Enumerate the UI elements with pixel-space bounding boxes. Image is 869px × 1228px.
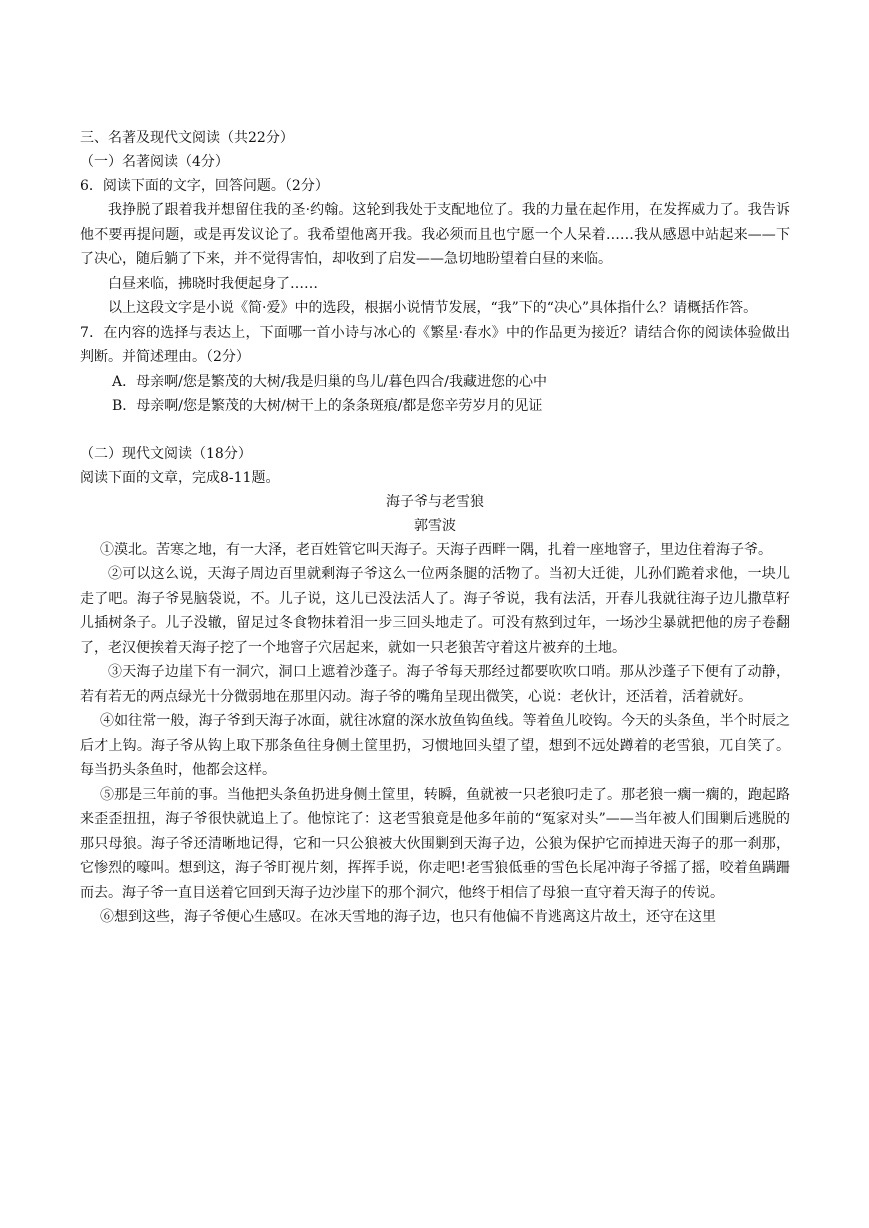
part2-heading: （二）现代文阅读（18分） xyxy=(80,445,252,462)
spacer xyxy=(80,418,790,442)
exam-page xyxy=(80,126,790,930)
q6-passage-paragraph-2: 白昼来临，拂晓时我便起身了…… xyxy=(108,275,318,292)
article-paragraph: ④如往常一般，海子爷到天海子冰面，就往冰窟的深水放鱼钩鱼线。等着鱼儿咬钩。今天的头条鱼，半个时辰之后才上钩。海子爷从钩上取下那条鱼往身侧土筐里扔，习惯地回头望了望，想到不远处蹲着的老雪狼，兀自笑了。每当扔头条鱼时，他都会这样。 xyxy=(80,713,790,778)
article-paragraph: ⑥想到这些，海子爷便心生感叹。在冰天雪地的海子边，也只有他偏不肯逃离这片故土，还守在这里 xyxy=(100,909,716,925)
q7-option-b: B．母亲啊/您是繁茂的大树/树干上的条条斑痕/都是您辛劳岁月的见证 xyxy=(112,397,543,414)
section-heading: 三、名著及现代文阅读（共22分） xyxy=(80,130,294,146)
q6-passage-paragraph-1: 我挣脱了跟着我并想留住我的圣·约翰。这轮到我处于支配地位了。我的力量在起作用，在发挥威力了。我告诉他不要再提问题，或是再发议论了。我希望他离开我。我必须而且也宁愿一个人呆着……我从感恩中站起来——下了决心，随后躺了下来，并不觉得害怕，却收到了启发——急切地盼望着白昼的来临。 xyxy=(80,202,790,267)
article-paragraph: ③天海子边崖下有一洞穴，洞口上遮着沙蓬子。海子爷每天那经过都要吹吹口哨。那从沙蓬子下便有了动静，若有若无的两点绿光十分微弱地在那里闪动。海子爷的嘴角呈现出微笑，心说：老伙计，还活着，活着就好。 xyxy=(80,664,790,705)
reading-instruction: 阅读下面的文章，完成8-11题。 xyxy=(80,469,280,486)
article-author: 郭雪波 xyxy=(414,517,456,534)
question-7-stem: 7．在内容的选择与表达上，下面哪一首小诗与冰心的《繁星·春水》中的作品更为接近？请结合你的阅读体验做出判断。并简述理由。（2分） xyxy=(80,324,790,365)
article-paragraph: ②可以这么说，天海子周边百里就剩海子爷这么一位两条腿的活物了。当初大迁徙，儿孙们跪着求他，一块儿走了吧。海子爷晃脑袋说，不。儿子说，这儿已没法活人了。海子爷说，我有法活，开春儿我就往海子边儿撒草籽儿插树条子。儿子没辙，留足过冬食物抹着泪一步三回头地走了。可没有熬到过年，一场沙尘暴就把他的房子卷翻了，老汉便挨着天海子挖了一个地窨子穴居起来，就如一只老狼苦守着这片被弃的土地。 xyxy=(80,566,790,656)
article-paragraph: ①漠北。苦寒之地，有一大泽，老百姓管它叫天海子。天海子西畔一隅，扎着一座地窨子，里边住着海子爷。 xyxy=(100,541,772,558)
q6-question: 以上这段文字是小说《简·爱》中的选段，根据小说情节发展，“我”下的“决心”具体指什么？请概括作答。 xyxy=(108,300,758,316)
q7-option-a: A．母亲啊/您是繁茂的大树/我是归巢的鸟儿/暮色四合/我藏进您的心中 xyxy=(112,373,547,390)
article-title: 海子爷与老雪狼 xyxy=(386,493,484,510)
question-6-stem: 6．阅读下面的文字，回答问题。（2分） xyxy=(80,178,329,194)
article-paragraph: ⑤那是三年前的事。当他把头条鱼扔进身侧土筐里，转瞬，鱼就被一只老狼叼走了。那老狼一瘸一瘸的，跑起路来歪歪扭扭，海子爷很快就追上了。他惊诧了：这老雪狼竟是他多年前的“冤家对头”——当年被人们围剿后逃脱的那只母狼。海子爷还清晰地记得，它和一只公狼被大伙围剿到天海子边，公狼为保护它而掉进天海子的那一刹那，它惨烈的嚎叫。想到这，海子爷盯视片刻，挥挥手说，你走吧!老雪狼低垂的雪色长尾冲海子爷摇了摇，咬着鱼蹒跚而去。海子爷一直目送着它回到天海子边沙崖下的那个洞穴，他终于相信了母狼一直守着天海子的传说。 xyxy=(80,786,790,901)
part1-heading: （一）名著阅读（4分） xyxy=(80,154,229,170)
